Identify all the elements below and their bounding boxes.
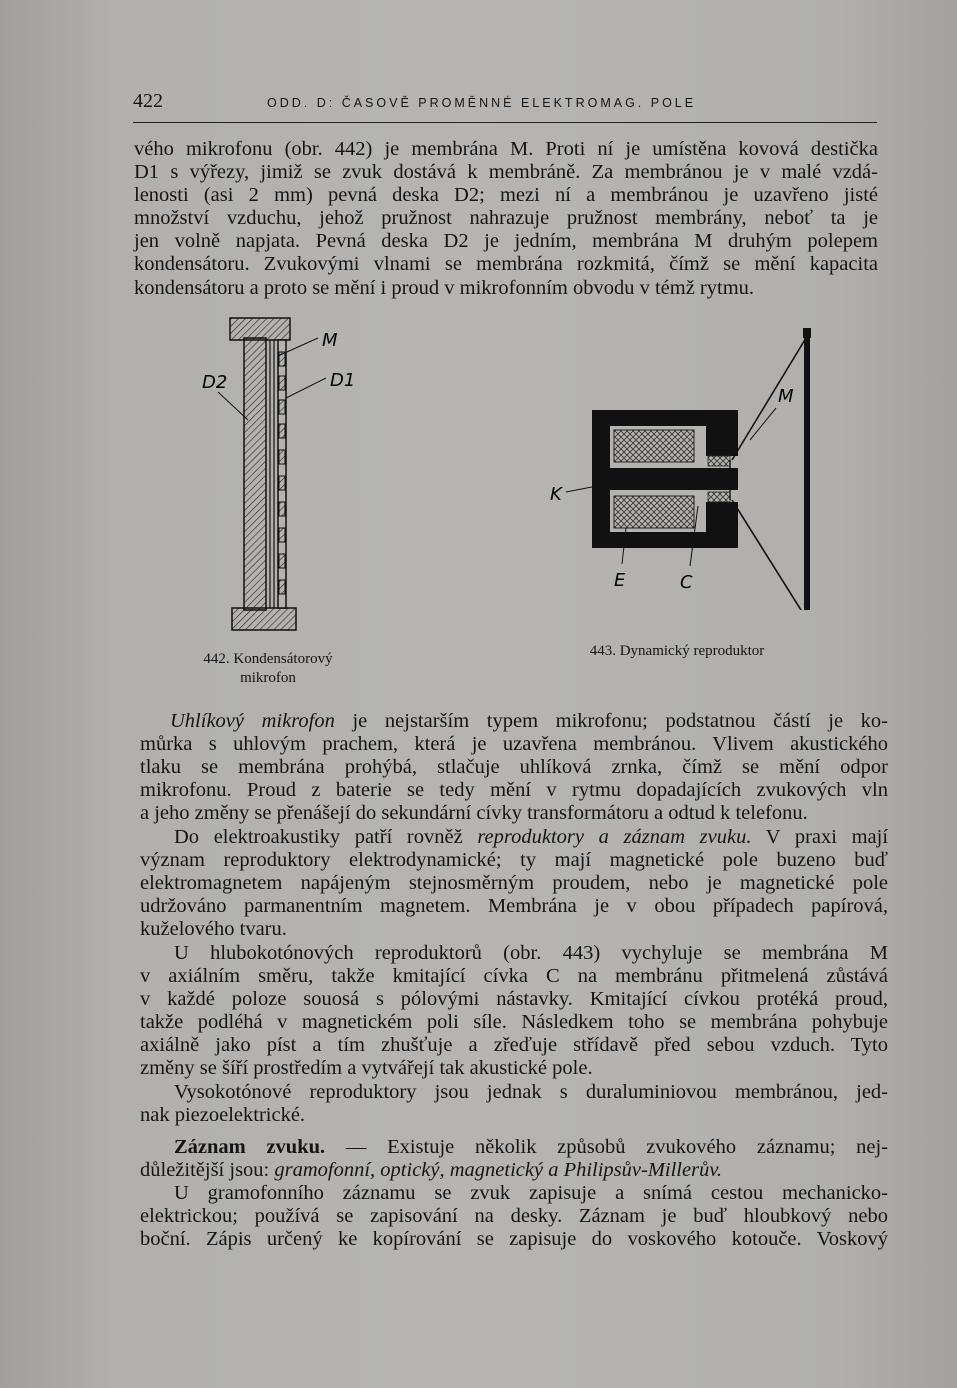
page-header [133, 88, 877, 123]
text-line: mikrofonu. Proud z baterie se tedy mění v rytmu dopadajících zvukových vln [140, 779, 888, 802]
text-line: elektromagnetem napájeným stejnosměrným proudem, nebo je magnetické pole [140, 872, 888, 895]
caption-line: mikrofon [240, 670, 296, 686]
text-line: kondensátoru. Zvukovými vlnami se membrána rozkmitá, čímž se mění kapacita [134, 253, 878, 276]
text-line: v axiálním směru, takže kmitající cívka C na membránu přitmelená zůstává [140, 965, 888, 988]
figure-443-caption [552, 642, 802, 661]
text-line: kondensátoru a proto se mění i proud v mikrofonním obvodu v témž rytmu. [134, 276, 755, 299]
text-line: množství vzduchu, jehož pružnost nahrazuje pružnost membrány, neboť ta je [134, 207, 878, 230]
label-c: C [680, 572, 693, 593]
label-k: K [550, 484, 562, 505]
text-line: Uhlíkový mikrofon je nejstarším typem mikrofonu; podstatnou částí je ko- [170, 710, 888, 732]
term-carbon-microphone: Uhlíkový mikrofon [170, 710, 335, 732]
text-line: důležitější jsou: gramofonní, optický, magnetický a Philipsův-Millerův. [140, 1159, 723, 1182]
text-line: nak piezoelektrické. [140, 1104, 306, 1127]
text-line: axiálně jako píst a tím zhušťuje a zřeďuje střídavě před sebou vzduch. Tyto [140, 1034, 888, 1057]
text-line: U gramofonního záznamu se zvuk zapisuje a snímá cestou mechanicko- [174, 1182, 888, 1204]
caption-line: 442. Kondensátorový [203, 651, 333, 667]
text-line: vého mikrofonu (obr. 442) je membrána M. Proti ní je umístěna kovová destička [134, 138, 878, 160]
gramophone-paragraph [140, 1182, 888, 1251]
term-speakers-recording: reproduktory a záznam zvuku. [477, 826, 752, 848]
page-number: 422 [133, 90, 163, 112]
text-line: Do elektroakustiky patří rovněž reproduktory a záznam zvuku. V praxi mají [174, 826, 889, 848]
recording-types: gramofonní, optický, magnetický a Philipsův-Millerův. [274, 1159, 723, 1182]
text-line: U hlubokotónových reproduktorů (obr. 443) vychyluje se membrána M [174, 942, 888, 964]
sound-recording-paragraph [140, 1136, 888, 1182]
carbon-microphone-paragraph [140, 710, 888, 825]
figure-442-caption [178, 650, 358, 688]
text-line: takže podléhá v magnetickém poli síle. Následkem toho se membrána pohybuje [140, 1011, 888, 1034]
label-m: M [778, 386, 794, 407]
text-line: D1 s výřezy, jimiž se zvuk dostává k membráně. Za membránou je v malé vzdá- [134, 161, 878, 184]
label-d2: D2 [202, 372, 228, 393]
text-line: můrka s uhlovým prachem, která je uzavřena membránou. Vlivem akustického [140, 733, 888, 756]
text-line: lenosti (asi 2 mm) pevná deska D2; mezi ní a membránou je uzavřeno jisté [134, 184, 878, 207]
label-d1: D1 [330, 370, 356, 391]
text-line: udržováno parmanentním magnetem. Membrána je v obou případech papírová, [140, 895, 888, 918]
text-line: význam reproduktory elektrodynamické; ty mají magnetické pole buzeno buď [140, 849, 888, 872]
text-line: a jeho změny se přenášejí do sekundární cívky transformátoru a odtud k telefonu. [140, 802, 808, 825]
condenser-microphone-figure [190, 310, 380, 640]
text-line: kuželového tvaru. [140, 918, 287, 941]
intro-paragraph [134, 138, 878, 300]
loudspeakers-paragraph [140, 826, 888, 941]
text-line: Vysokotónové reproduktory jsou jednak s duraluminiovou membránou, jed- [174, 1081, 888, 1103]
text-line: jen volně napjata. Pevná deska D2 je jedním, membrána M druhým polepem [134, 230, 878, 253]
text-line: boční. Zápis určený ke kopírování se zapisuje do voskového kotouče. Voskový [140, 1228, 888, 1251]
text-line: změny se šíří prostředím a vytvářejí tak akustické pole. [140, 1057, 593, 1080]
running-head: ODD. D: ČASOVĚ PROMĚNNÉ ELEKTROMAG. POLE [267, 96, 697, 110]
text-line: elektrickou; používá se zapisování na desky. Záznam je buď hloubkový nebo [140, 1205, 888, 1228]
caption-line: 443. Dynamický reproduktor [589, 643, 765, 659]
tweeter-paragraph [140, 1081, 888, 1127]
text-line: Záznam zvuku. — Existuje několik způsobů zvukového záznamu; nej- [174, 1136, 888, 1158]
section-heading: Záznam zvuku. [174, 1136, 326, 1158]
dynamic-loudspeaker-figure [540, 320, 830, 610]
text-line: v každé poloze souosá s pólovými nástavky. Kmitající cívkou protéká proud, [140, 988, 888, 1011]
text-line: tlaku se membrána prohýbá, stlačuje uhlíková zrnka, čímž se mění odpor [140, 756, 888, 779]
label-m: M [322, 330, 338, 351]
label-e: E [614, 570, 626, 591]
woofer-paragraph [140, 942, 888, 1081]
